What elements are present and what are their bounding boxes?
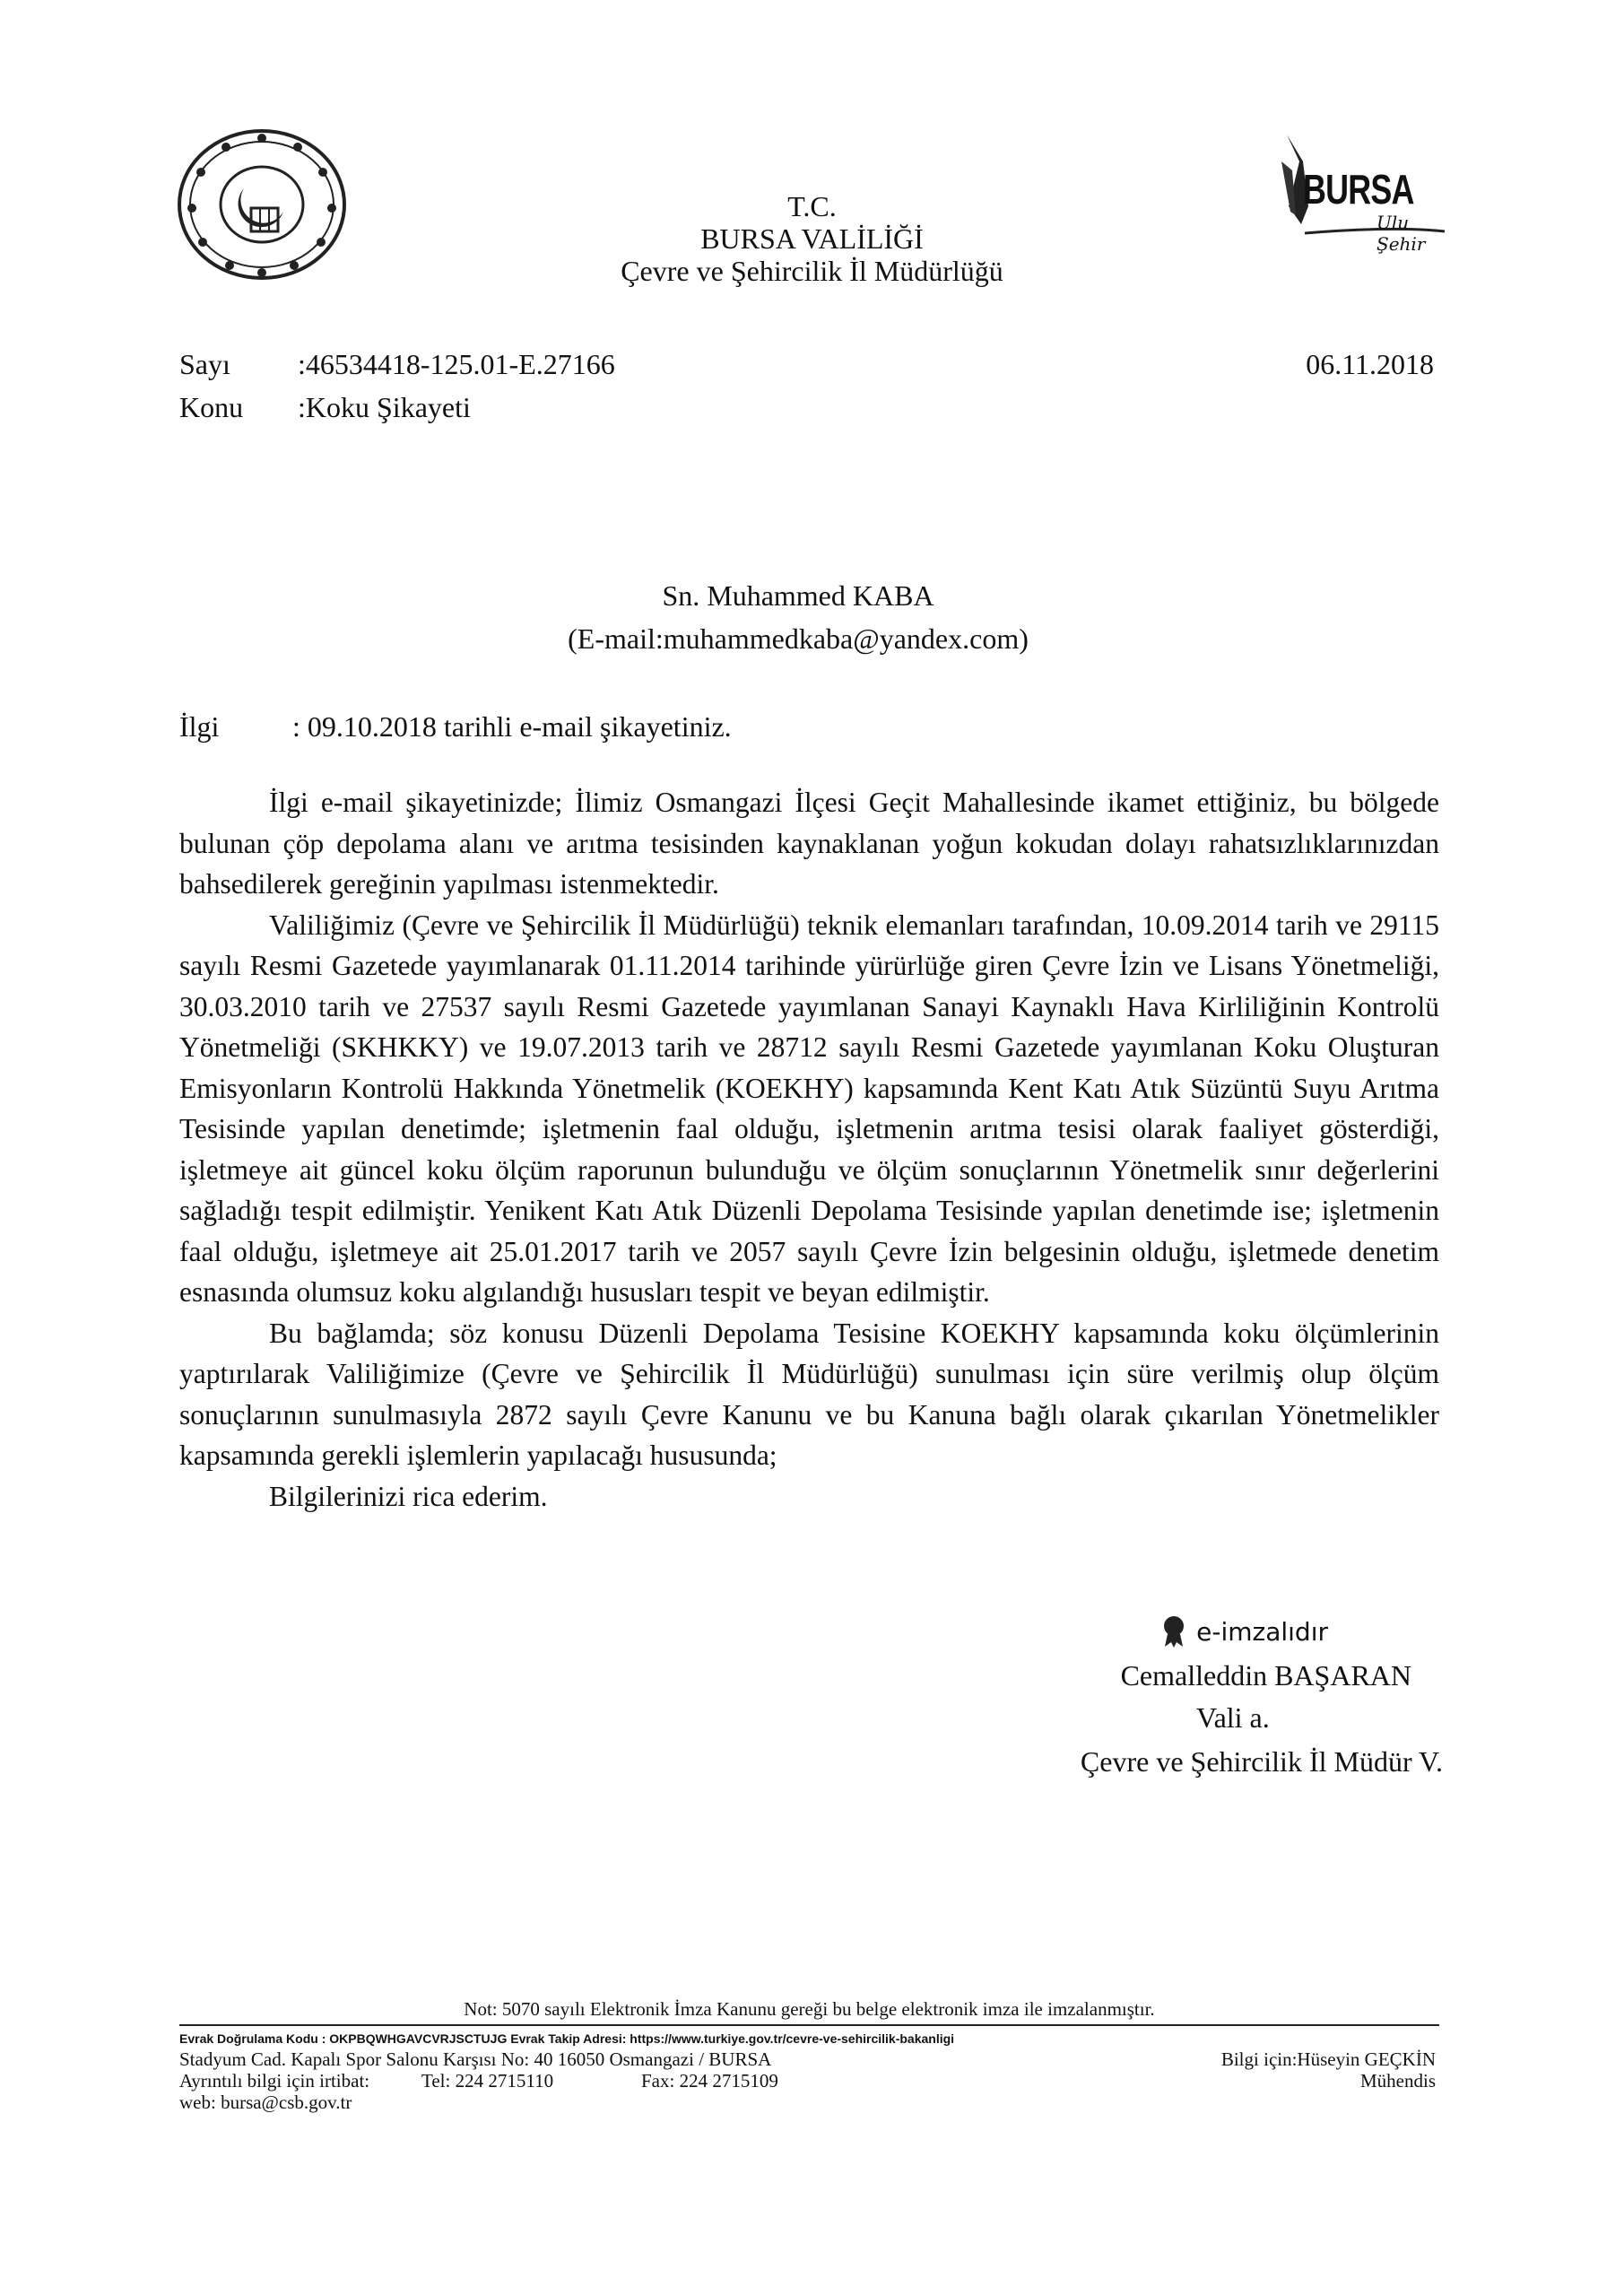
ilgi-value: : 09.10.2018 tarihli e-mail şikayetiniz. — [292, 710, 732, 743]
contact-tel: Tel: 224 2715110 — [421, 2070, 554, 2092]
contact-label: Ayrıntılı bilgi için irtibat: — [179, 2070, 370, 2092]
konu-label: Konu — [179, 391, 244, 423]
sayi-value: :46534418-125.01-E.27166 — [298, 348, 615, 380]
body-paragraph: İlgi e-mail şikayetinizde; İlimiz Osmangazi İlçesi Geçit Mahallesinde ikamet ettiğiniz, bu bölgede bulunan çöp depolama alanı ve arıtma tesisinden kaynaklanan yoğun kokudan dolayı rahatsızlıklarınızdan bahsedilerek gereğinin yapılması istenmektedir. — [179, 787, 1439, 900]
signatory-block — [1121, 1656, 1411, 1695]
recipient-name: Sn. Muhammed KABA — [662, 579, 934, 612]
sayi-label: Sayı — [179, 348, 230, 380]
contact-role: Mühendis — [1360, 2070, 1436, 2092]
esign-legal-note: Not: 5070 sayılı Elektronik İmza Kanunu gereği bu belge elektronik imza ile imzalanmıştır. — [179, 1998, 1439, 2026]
contact-row — [179, 2070, 778, 2092]
contact-web: web: bursa@csb.gov.tr — [179, 2092, 352, 2113]
ilgi-label: İlgi — [179, 710, 220, 743]
bursa-logo-script: Ulu Şehir — [1376, 212, 1426, 255]
letterhead — [0, 190, 1624, 287]
letter-body — [179, 782, 1439, 1517]
sayi-row — [179, 346, 615, 382]
body-paragraph: Bu bağlamda; söz konusu Düzenli Depolama Tesisine KOEKHY kapsamında koku ölçümlerinin yaptırılarak Valiliğimize (Çevre ve Şehircilik İl Müdürlüğü) sunulması için süre verilmiş olup ölçüm sonuçlarının sunulmasıyla 2872 sayılı Çevre Kanunu ve bu Kanuna bağlı olarak çıkarılan Yönetmelikler kapsamında gerekli işlemlerin yapılacağı hususunda; — [179, 1317, 1439, 1471]
address-line: Stadyum Cad. Kapalı Spor Salonu Karşısı No: 40 16050 Osmangazi / BURSA — [179, 2048, 772, 2070]
recipient-block — [520, 574, 1076, 660]
signatory-title-2: Çevre ve Şehircilik İl Müdür V. — [1080, 1745, 1443, 1778]
contact-fax: Fax: 224 2715109 — [641, 2070, 778, 2092]
signatory-title-1: Vali a. — [1196, 1701, 1270, 1734]
info-contact: Bilgi için:Hüseyin GEÇKİN — [1220, 2048, 1436, 2070]
esign-mark — [1160, 1614, 1328, 1648]
bursa-logo-text: BURSA — [1303, 166, 1414, 213]
recipient-email: (E-mail:muhammedkaba@yandex.com) — [568, 622, 1029, 655]
signatory-name: Cemalleddin BAŞARAN — [1120, 1659, 1411, 1692]
body-paragraph: Bilgilerinizi rica ederim. — [269, 1480, 548, 1512]
header-directorate: Çevre ve Şehircilik İl Müdürlüğü — [621, 255, 1003, 287]
document-date: 06.11.2018 — [1306, 348, 1434, 380]
verification-line: Evrak Doğrulama Kodu : OKPBQWHGAVCVRJSCTUJG Evrak Takip Adresi: https://www.turkiye.gov.tr/cevre-ve-sehircilik-bakanligi — [179, 2031, 955, 2046]
ilgi-row — [179, 709, 732, 744]
header-governorship: BURSA VALİLİĞİ — [700, 222, 924, 255]
body-paragraph: Valiliğimiz (Çevre ve Şehircilik İl Müdürlüğü) teknik elemanları tarafından, 10.09.2014 tarih ve 29115 sayılı Resmi Gazetede yayımlanarak 01.11.2014 tarihinde yürürlüğe giren Çevre İzin ve Lisans Yönetmeliği, 30.03.2010 tarih ve 27537 sayılı Resmi Gazetede yayımlanan Sanayi Kaynaklı Hava Kirliliğinin Kontrolü Yönetmeliği (SKHKKY) ve 19.07.2013 tarih ve 28712 sayılı Resmi Gazetede yayımlanan Koku Oluşturan Emisyonların Kontrolü Hakkında Yönetmelik (KOEKHY) kapsamında Kent Katı Atık Süzüntü Suyu Arıtma Tesisinde yapılan denetimde; işletmenin faal olduğu, işletmenin arıtma tesisi olarak faaliyet gösterdiği, işletmeye ait güncel koku ölçüm raporunun bulunduğu ve ölçüm sonuçlarının Yönetmelik sınır değerlerini sağladığı tespit edilmiştir. Yenikent Katı Atık Düzenli Depolama Tesisinde yapılan denetimde ise; işletmenin faal olduğu, işletmeye ait 25.01.2017 tarih ve 2057 sayılı Çevre İzin belgesinin olduğu, işletmede denetim esnasında olumsuz koku algılandığı hususları tespit ve beyan edilmiştir. — [179, 909, 1439, 1308]
esign-label: e-imzalıdır — [1196, 1616, 1328, 1647]
header-tc: T.C. — [787, 190, 837, 222]
konu-row — [179, 389, 471, 425]
esign-seal-icon — [1160, 1614, 1187, 1648]
konu-value: :Koku Şikayeti — [298, 391, 471, 423]
